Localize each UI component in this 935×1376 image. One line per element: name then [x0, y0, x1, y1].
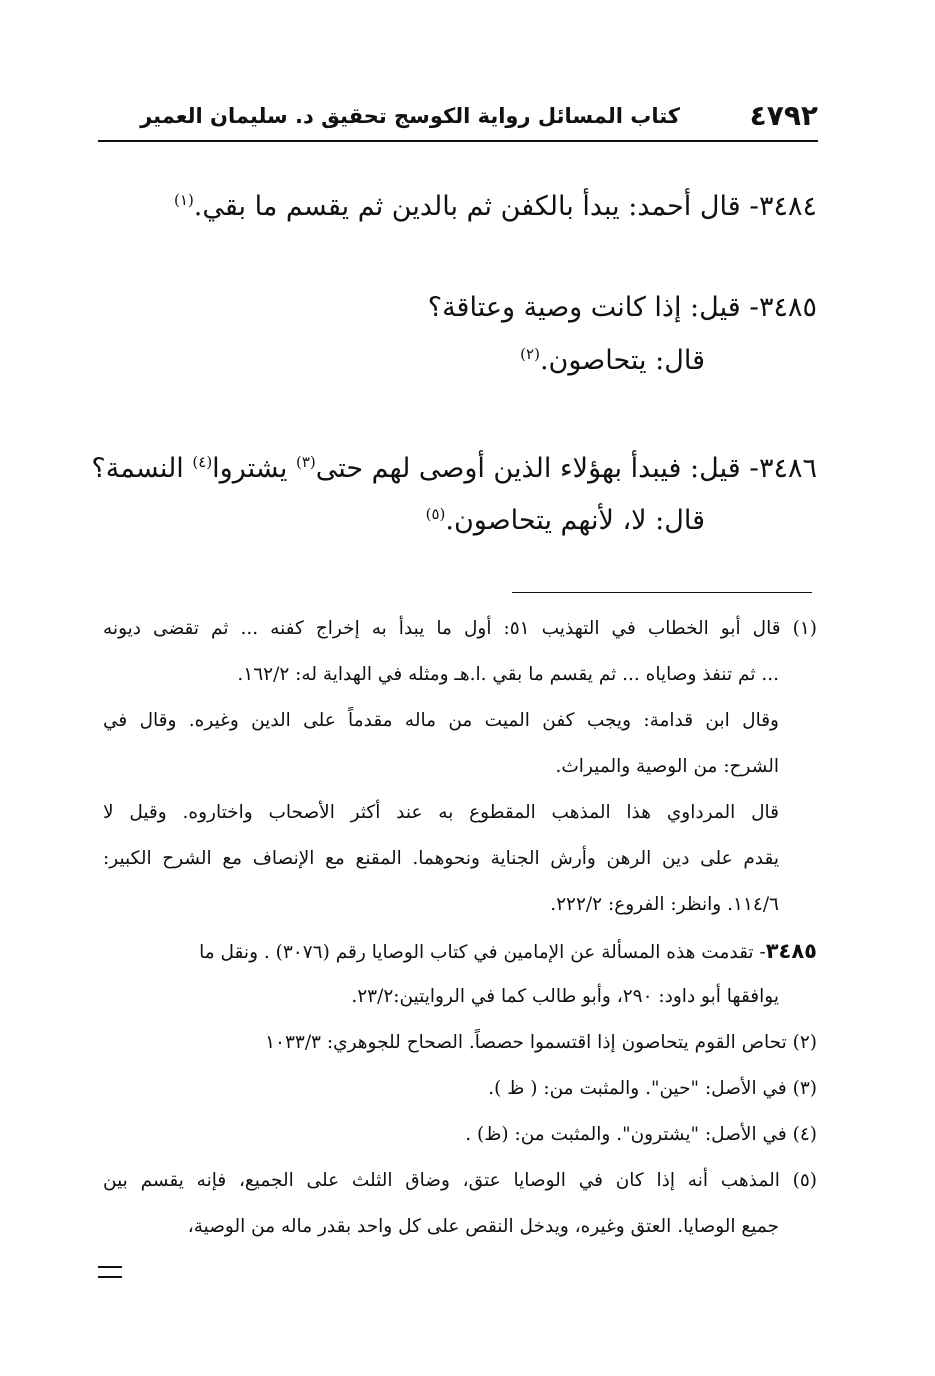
- entry-answer: قال: لا، لأنهم يتحاصون.: [445, 505, 705, 536]
- footnote-line: قال المرداوي هذا المذهب المقطوع به عند أكثر الأصحاب واختاروه. وقيل لا: [103, 802, 779, 823]
- page-number: ٤٧٩٢: [749, 99, 818, 132]
- entry-3485: [117, 287, 817, 329]
- continuation-mark: [98, 1266, 122, 1278]
- entry-number: ٣٤٨٥-: [749, 292, 817, 323]
- footnote-separator: [512, 592, 812, 593]
- footnote-line: الشرح: من الوصية والميراث.: [555, 756, 779, 777]
- entry-question-part: النسمة؟: [91, 453, 193, 484]
- footnote-line: (٥) المذهب أنه إذا كان في الوصايا عتق، وضاق الثلث على الجميع، فإنه يقسم بين: [103, 1170, 817, 1191]
- footnote-line: (٤) في الأصل: "يشترون". والمثبت من: (ظ) .: [465, 1124, 817, 1145]
- footnote-line: جميع الوصايا. العتق وغيره، ويدخل النقص على كل واحد بقدر ماله من الوصية،: [187, 1216, 779, 1237]
- footnote-ref: (٣): [295, 453, 316, 471]
- footnote-ref: (١): [174, 191, 194, 209]
- entry-3486-answer: [426, 500, 705, 542]
- footnote-line: وقال ابن قدامة: ويجب كفن الميت من ماله مقدماً على الدين وغيره. وقال في: [103, 710, 779, 731]
- entry-3485-answer: [520, 340, 705, 382]
- footnote-line: (١) قال أبو الخطاب في التهذيب ٥١: أول ما يبدأ به إخراج كفنه ... ثم تقضى ديونه: [103, 618, 817, 639]
- footnote-line: [103, 928, 817, 974]
- entry-number: ٣٤٨٦-: [749, 453, 817, 484]
- entry-3486: [91, 448, 817, 490]
- footnote-ref: (٤): [192, 453, 213, 471]
- entry-question-part: قيل: فيبدأ بهؤلاء الذين أوصى لهم حتى: [315, 453, 741, 484]
- page-header: [98, 96, 818, 136]
- footnote-line: ١١٤/٦. وانظر: الفروع: ٢٢٢/٢.: [550, 894, 779, 915]
- entry-question-part: يشتروا: [212, 453, 296, 484]
- entry-question: قال أحمد: يبدأ بالكفن ثم بالدين ثم يقسم ما بقي.: [193, 191, 741, 222]
- footnote-line: يقدم على دين الرهن وأرش الجناية ونحوهما. المقنع مع الإنصاف مع الشرح الكبير:: [103, 848, 779, 869]
- header-rule: [98, 140, 818, 142]
- entry-3484: [117, 186, 817, 228]
- footnote-line: يوافقها أبو داود: ٢٩٠، وأبو طالب كما في الروايتين:٢٣/٢.: [351, 986, 779, 1007]
- footnote-line: (٢) تحاص القوم يتحاصون إذا اقتسموا حصصاً. الصحاح للجوهري: ١٠٣٣/٣: [265, 1032, 817, 1053]
- entry-number: ٣٤٨٤-: [749, 191, 817, 222]
- running-title: كتاب المسائل رواية الكوسج تحقيق د. سليمان العمير: [140, 104, 680, 128]
- entry-answer: قال: يتحاصون.: [539, 345, 705, 376]
- footnote-line: (٣) في الأصل: "حين". والمثبت من: ( ظ ).: [488, 1078, 817, 1099]
- footnote-line: ... ثم تنفذ وصاياه ... ثم يقسم ما بقي .ا.هـ ومثله في الهداية له: ١٦٢/٢.: [237, 664, 779, 685]
- footnote-ref: (٥): [425, 505, 446, 523]
- footnote-text: - تقدمت هذه المسألة عن الإمامين في كتاب الوصايا رقم (٣٠٧٦) . ونقل ما: [199, 942, 766, 963]
- footnote-entry-number: ٣٤٨٥: [765, 939, 817, 963]
- footnotes: [103, 606, 817, 1250]
- entry-question: قيل: إذا كانت وصية وعتاقة؟: [427, 292, 741, 323]
- footnote-ref: (٢): [520, 345, 540, 363]
